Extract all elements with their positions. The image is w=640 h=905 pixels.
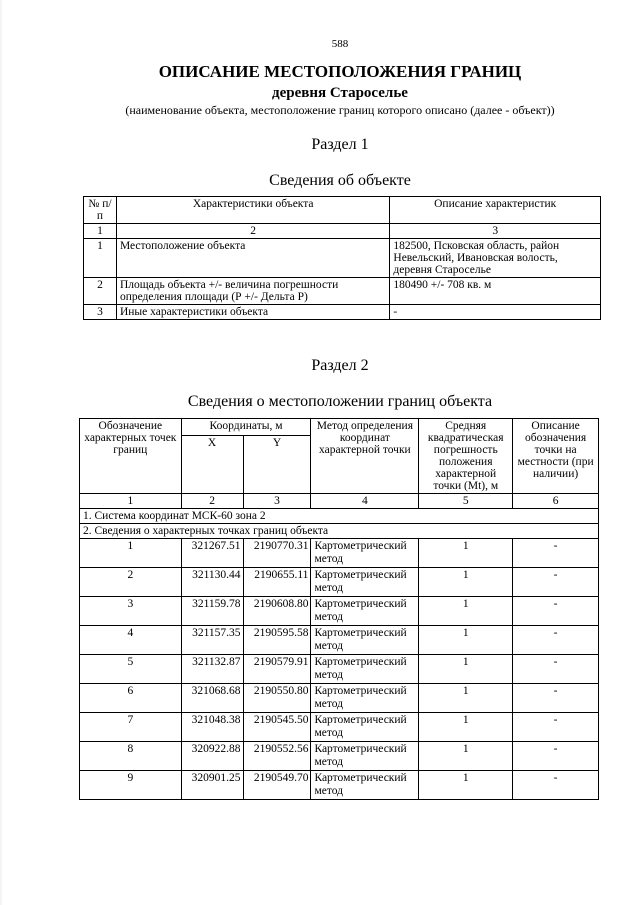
point-y: 2190552.56 <box>243 742 311 771</box>
point-y: 2190550.80 <box>243 684 311 713</box>
point-description: - <box>513 597 599 626</box>
column-number-row <box>84 224 601 239</box>
point-x: 321068.68 <box>181 684 243 713</box>
point-description: - <box>513 771 599 800</box>
point-error: 1 <box>419 597 513 626</box>
column-number-row <box>80 494 599 509</box>
document-title: ОПИСАНИЕ МЕСТОПОЛОЖЕНИЯ ГРАНИЦ <box>158 62 522 81</box>
section-row <box>80 509 599 524</box>
row-value: - <box>390 305 601 320</box>
table-row <box>84 305 601 320</box>
point-description: - <box>513 713 599 742</box>
table-row <box>80 539 599 568</box>
table-row <box>84 239 601 278</box>
row-value: 182500, Псковская область, район Невельский, Ивановская волость, деревня Староселье <box>390 239 601 278</box>
table-row <box>80 742 599 771</box>
row-characteristic: Местоположение объекта <box>116 239 389 278</box>
point-number: 5 <box>80 655 182 684</box>
row-value: 180490 +/- 708 кв. м <box>390 278 601 305</box>
point-error: 1 <box>419 771 513 800</box>
point-x: 321048.38 <box>181 713 243 742</box>
point-method: Картометрический метод <box>311 742 419 771</box>
point-error: 1 <box>419 568 513 597</box>
row-characteristic: Площадь объекта +/- величина погрешности определения площади (Р +/- Дельта Р) <box>116 278 389 305</box>
col-number: 4 <box>311 494 419 509</box>
col-header-point: Обозначение характерных точек границ <box>80 419 182 494</box>
section2-title: Раздел 2 <box>311 357 369 374</box>
point-error: 1 <box>419 713 513 742</box>
point-method: Картометрический метод <box>311 626 419 655</box>
points-info-row: 2. Сведения о характерных точках границ объекта <box>80 524 599 539</box>
point-number: 6 <box>80 684 182 713</box>
point-method: Картометрический метод <box>311 684 419 713</box>
col-number: 1 <box>80 494 182 509</box>
table-row <box>80 713 599 742</box>
coordinate-system-row: 1. Система координат МСК-60 зона 2 <box>80 509 599 524</box>
point-number: 4 <box>80 626 182 655</box>
row-number: 3 <box>84 305 117 320</box>
point-number: 7 <box>80 713 182 742</box>
col-header-description: Описание обозначения точки на местности (при наличии) <box>513 419 599 494</box>
boundary-points-table <box>79 418 599 800</box>
point-method: Картометрический метод <box>311 539 419 568</box>
point-method: Картометрический метод <box>311 597 419 626</box>
table-row <box>80 684 599 713</box>
point-description: - <box>513 655 599 684</box>
point-number: 9 <box>80 771 182 800</box>
table-row <box>84 278 601 305</box>
section-row <box>80 524 599 539</box>
section1-title: Раздел 1 <box>311 136 369 153</box>
table-row <box>80 626 599 655</box>
point-method: Картометрический метод <box>311 568 419 597</box>
section1-heading: Сведения об объекте <box>269 172 411 189</box>
point-method: Картометрический метод <box>311 713 419 742</box>
point-method: Картометрический метод <box>311 655 419 684</box>
point-description: - <box>513 568 599 597</box>
point-number: 8 <box>80 742 182 771</box>
col-number: 2 <box>116 224 389 239</box>
point-description: - <box>513 684 599 713</box>
document-subtitle: деревня Староселье <box>272 85 408 101</box>
col-number: 3 <box>243 494 311 509</box>
table-row <box>80 597 599 626</box>
col-header-coords: Координаты, м <box>181 419 311 436</box>
point-number: 1 <box>80 539 182 568</box>
point-y: 2190608.80 <box>243 597 311 626</box>
col-header-number: № п/п <box>84 197 117 224</box>
table-row <box>80 655 599 684</box>
point-y: 2190770.31 <box>243 539 311 568</box>
page-number: 588 <box>331 38 349 50</box>
point-x: 321157.35 <box>181 626 243 655</box>
object-info-table <box>83 196 601 320</box>
row-number: 1 <box>84 239 117 278</box>
point-number: 3 <box>80 597 182 626</box>
col-header-x: X <box>181 436 243 494</box>
point-y: 2190549.70 <box>243 771 311 800</box>
point-x: 320922.88 <box>181 742 243 771</box>
col-header-description: Описание характеристик <box>390 197 601 224</box>
col-number: 1 <box>84 224 117 239</box>
point-error: 1 <box>419 539 513 568</box>
point-y: 2190655.11 <box>243 568 311 597</box>
point-x: 321267.51 <box>181 539 243 568</box>
row-characteristic: Иные характеристики объекта <box>116 305 389 320</box>
col-number: 5 <box>419 494 513 509</box>
col-number: 3 <box>390 224 601 239</box>
row-number: 2 <box>84 278 117 305</box>
point-x: 321130.44 <box>181 568 243 597</box>
subtitle-note: (наименование объекта, местоположение границ которого описано (далее - объект)) <box>125 103 555 117</box>
col-header-characteristic: Характеристики объекта <box>116 197 389 224</box>
point-error: 1 <box>419 626 513 655</box>
table-row <box>80 771 599 800</box>
point-description: - <box>513 742 599 771</box>
col-number: 6 <box>513 494 599 509</box>
point-error: 1 <box>419 742 513 771</box>
col-header-method: Метод определения координат характерной точки <box>311 419 419 494</box>
point-error: 1 <box>419 684 513 713</box>
point-method: Картометрический метод <box>311 771 419 800</box>
point-x: 320901.25 <box>181 771 243 800</box>
col-number: 2 <box>181 494 243 509</box>
col-header-y: Y <box>243 436 311 494</box>
point-x: 321132.87 <box>181 655 243 684</box>
table-row <box>80 568 599 597</box>
table-header-row <box>80 419 599 436</box>
point-y: 2190579.91 <box>243 655 311 684</box>
point-y: 2190545.50 <box>243 713 311 742</box>
point-error: 1 <box>419 655 513 684</box>
point-description: - <box>513 626 599 655</box>
point-x: 321159.78 <box>181 597 243 626</box>
point-y: 2190595.58 <box>243 626 311 655</box>
point-description: - <box>513 539 599 568</box>
table-header-row <box>84 197 601 224</box>
section2-heading: Сведения о местоположении границ объекта <box>187 393 493 410</box>
point-number: 2 <box>80 568 182 597</box>
col-header-error: Средняя квадратическая погрешность положения характерной точки (Mt), м <box>419 419 513 494</box>
